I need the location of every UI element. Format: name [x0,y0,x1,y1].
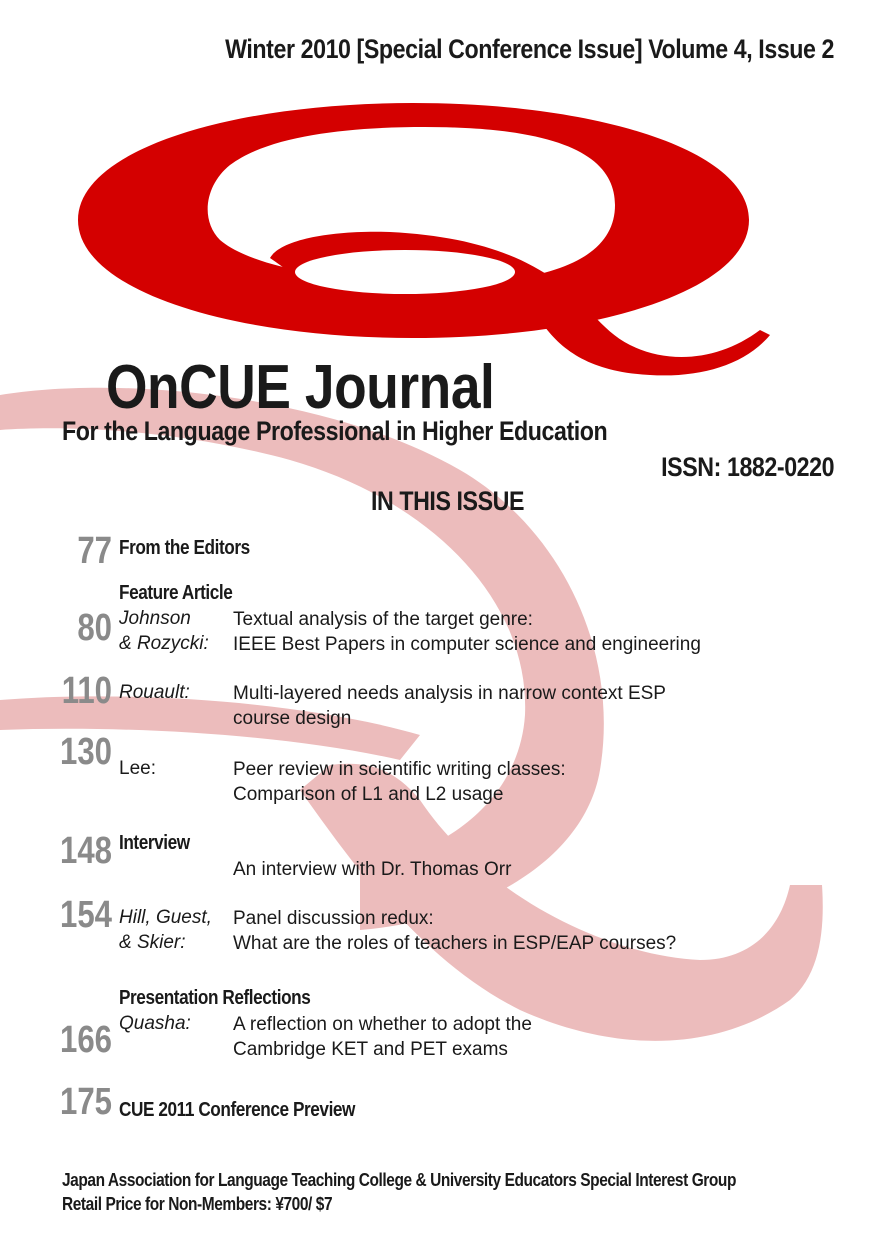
article-author: Lee: [119,758,156,779]
article-title: Panel discussion redux: [233,908,434,929]
issue-line: Winter 2010 [Special Conference Issue] Volume 4, Issue 2 [225,34,834,64]
article-title: What are the roles of teachers in ESP/EAP courses? [233,933,677,954]
article-author: Rouault: [119,682,190,703]
section-heading-reflections: Presentation Reflections [119,987,311,1009]
page-number: 80 [77,607,112,649]
article-author: & Skier: [119,932,186,953]
article-author: Quasha: [119,1013,191,1034]
red-q-ring [78,103,749,338]
page-number: 148 [60,830,112,872]
article-title: Cambridge KET and PET exams [233,1039,508,1060]
article-title: Peer review in scientific writing classes: [233,759,566,780]
article-title: An interview with Dr. Thomas Orr [233,859,512,880]
journal-title: OnCUE Journal [106,353,495,422]
article-author: Johnson [119,608,191,629]
section-heading-interview: Interview [119,832,190,854]
page-number: 154 [60,894,112,936]
red-q-inner-hole [295,250,515,294]
article-author: & Rozycki: [119,633,209,654]
issn: ISSN: 1882-0220 [661,452,834,482]
in-this-issue-heading: IN THIS ISSUE [370,486,525,516]
article-title: course design [233,708,352,729]
article-title: IEEE Best Papers in computer science and engineering [233,634,701,655]
article-title: Textual analysis of the target genre: [233,609,533,630]
section-heading-feature: Feature Article [119,582,233,604]
section-heading-preview: CUE 2011 Conference Preview [119,1099,356,1121]
page-number: 175 [60,1081,112,1123]
footer-organization: Japan Association for Language Teaching College & University Educators Special Interest Group [62,1170,736,1190]
journal-subtitle: For the Language Professional in Higher Education [62,416,608,446]
article-author: Hill, Guest, [119,907,212,928]
article-title: Multi-layered needs analysis in narrow context ESP [233,683,666,704]
article-title: Comparison of L1 and L2 usage [233,784,504,805]
article-title: A reflection on whether to adopt the [233,1014,532,1035]
section-heading-editors: From the Editors [119,537,250,559]
page-number: 166 [60,1019,112,1061]
page-number: 130 [60,731,112,773]
page-number: 110 [61,670,112,712]
page-number: 77 [77,530,112,572]
footer-price: Retail Price for Non-Members: ¥700/ $7 [62,1194,333,1214]
